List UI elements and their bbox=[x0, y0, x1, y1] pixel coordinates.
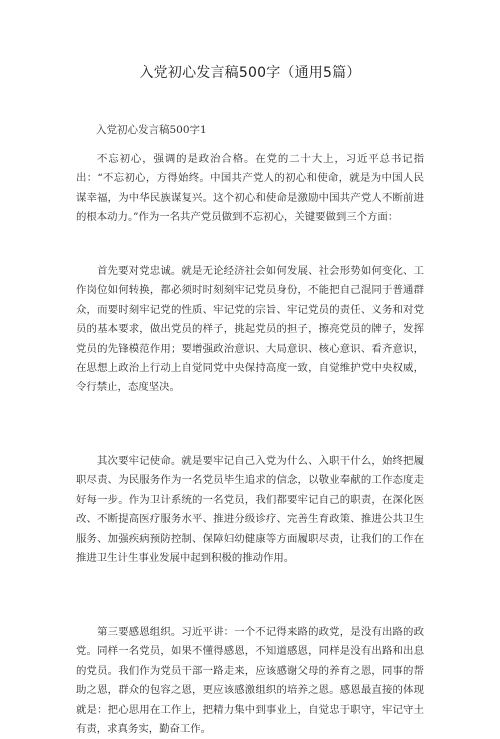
paragraph-2: 首先要对党忠诚。就是无论经济社会如何发展、社会形势如何变化、工作岗位如何转换，都必须时时刻刻牢记党员身份，不能把自己混同于普通群众，而要时刻牢记党的性质、牢记党的宗旨、牢记党员的责任、义务和对党员的基本要求，做出党员的样子，挑起党员的担子，擦亮党员的牌子，发挥党员的先锋模范作用；要增强政治意识、大局意识、核心意识、看齐意识，在思想上政治上行动上自觉同党中央保持高度一致，自觉维护党中央权威，令行禁止，态度坚决。 bbox=[76, 265, 424, 394]
paragraph-3: 其次要牢记使命。就是要牢记自己入党为什么、入职干什么，始终把履职尽责、为民服务作为一名党员毕生追求的信念，以敬业奉献的工作态度走好每一步。作为卫计系统的一名党员，我们都要牢记自己的职责，在深化医改、不断提高医疗服务水平、推进分级诊疗、完善生育政策、推进公共卫生服务、加强疾病预防控制、保障妇幼健康等方面履职尽责，让我们的工作在推进卫生计生事业发展中起到积极的推动作用。 bbox=[76, 455, 424, 565]
paragraph-4: 第三要感恩组织。习近平讲：一个不记得来路的政党，是没有出路的政党。同样一名党员，如果不懂得感恩，不知道感恩，同样是没有出路和出息的党员。我们作为党员干部一路走来，应该感谢父母的养育之恩，同事的帮助之恩，群众的包容之恩，更应该感激组织的培养之恩。感恩最直接的体现就是：把心思用在工作上，把精力集中到事业上，自觉忠于职守，牢记守土有责，求真务实，勤奋工作。 bbox=[76, 626, 424, 736]
section-heading: 入党初心发言稿500字1 bbox=[96, 124, 207, 136]
paragraph-1: 不忘初心，强调的是政治合格。在党的二十大上，习近平总书记指出：“不忘初心，方得始终。中国共产党人的初心和使命，就是为中国人民谋幸福，为中华民族谋复兴。这个初心和使命是激励中国共产党人不断前进的根本动力。”作为一名共产党员做到不忘初心，关键要做到三个方面： bbox=[76, 153, 424, 224]
document-title: 入党初心发言稿500字（通用5篇） bbox=[139, 65, 361, 81]
